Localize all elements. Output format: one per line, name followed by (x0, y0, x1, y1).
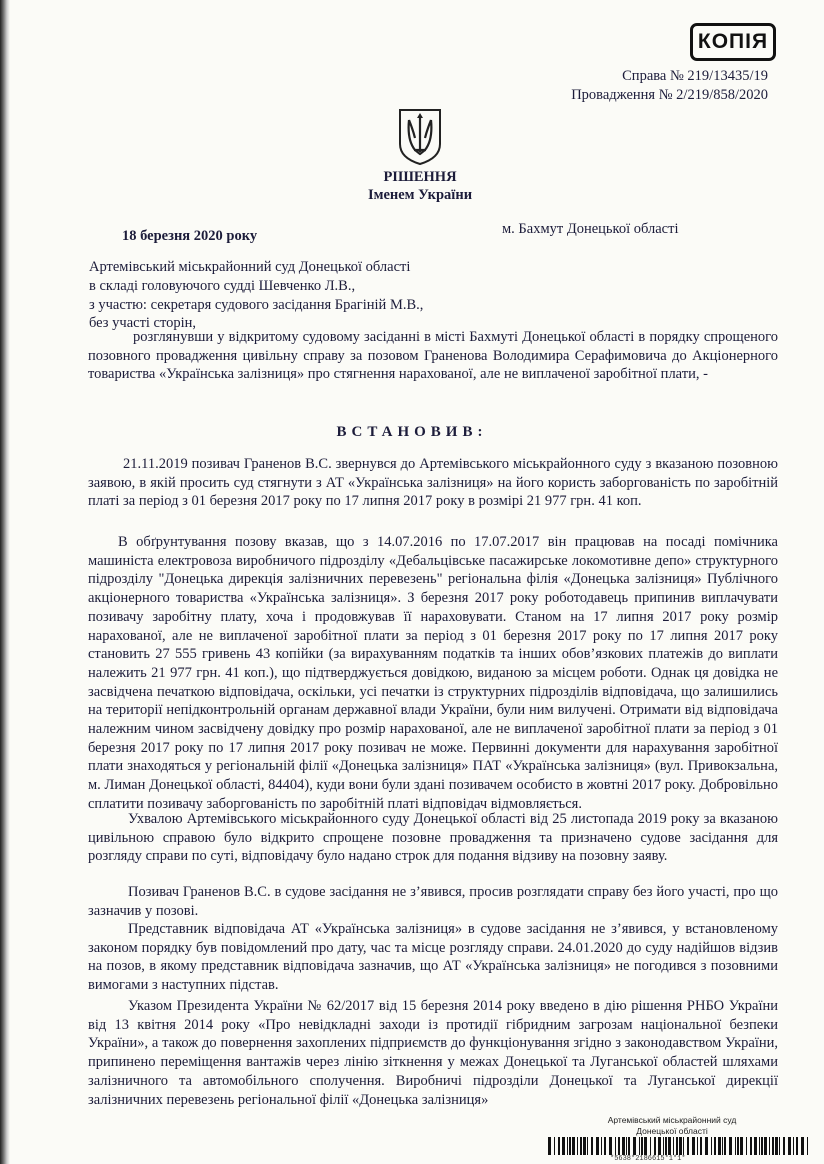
body-paragraph: 21.11.2019 позивач Граненов В.С. звернувся до Артемівського міськрайонного суду з вказаною позовною заявою, в якій просить суд стягнути з АТ «Українська залізниця» на його користь заборгованість по заробітній платі за період з 01 березня 2017 року по 17 липня 2017 року в розмірі 21 977 грн. 41 коп. (88, 456, 778, 510)
footer-court-region: Донецької області (636, 1126, 708, 1136)
body-paragraph: В обґрунтування позову вказав, що з 14.07.2016 по 17.07.2017 він працював на посаді помічника машиніста електровоза виробничого підрозділу «Дебальцівське пасажирське локомотивне депо» структурного підрозділу "Донецька дирекція залізничних перевезень" регіональна філія «Донецька залізниця» Публічного акціонерного товариства «Українська залізниця». З березня 2017 року роботодавець припинив виплачувати позивачу заробітну плату, хоча і продовжував її нараховувати. Станом на 17 липня 2017 року розмір нарахованої, але не виплаченої заробітної плати за період з 01 березня 2017 року по 17 липня 2017 року становить 27 555 гривень 43 копійки (за вирахуванням податків та інших обов’язкових платежів до виплати належить 21 977 грн. 41 коп.), що підтверджується довідкою, виданою за місцем роботи. Однак ця довідка не засвідчена печаткою відповідача, оскільки, усі печатки із структурних підрозділів відповідача, що залишились на території непідконтрольній органам державної влади України, були ним вилучені. Отримати від відповідача належним чином засвідчену довідку про розмір нарахованої, але не виплаченої заробітної плати за період з 01 березня 2017 року по 17 липня 2017 року позивач не може. Первинні документи для нарахування заробітної плати знаходяться у регіональній філії «Донецька залізниця» ПАТ «Українська залізниця» (вул. Привокзальна, м. Лиман Донецької області, 84404), куди вони були здані позивачем особисто в жовтні 2017 року. Добровільно сплатити позивачу заборгованість по заробітній платі відповідач відмовляється. (88, 534, 778, 812)
body-paragraph: Ухвалою Артемівського міськрайонного суду Донецької області від 25 листопада 2019 року за вказаною цивільною справою було відкрито спрощене позовне провадження та призначено судове засідання для розгляду справи по суті, відповідачу було надано строк для подання відзиву на позовну заяву. (88, 811, 778, 865)
footer-court-name: Артемівський міськрайонний суд (607, 1115, 737, 1125)
decision-title: РІШЕННЯ (383, 169, 457, 185)
decision-date: 18 березня 2020 року (122, 228, 258, 244)
decision-city: м. Бахмут Донецької області (502, 221, 679, 237)
intro-line: Артемівський міськрайонний суд Донецької області (89, 259, 411, 275)
trident-emblem-icon (397, 106, 443, 166)
body-paragraph: Указом Президента України № 62/2017 від 15 березня 2014 року введено в дію рішення РНБО України від 13 квітня 2014 року «Про невідкладні заходи із протидії гібридним загрозам національної безпеки України», а також до повернення захоплених підприємств до функціонування згідно з законодавством України, припинено переміщення вантажів через лінію зіткнення у межах Донецької та Луганської областей шляхами залізничного та автомобільного сполучення. Виробничі підрозділи Донецької та Луганської дирекції залізничних перевезень регіональної філії «Донецька залізниця» (88, 998, 778, 1108)
section-heading: ВСТАНОВИВ: (336, 424, 488, 440)
intro-line: з участю: секретаря судового засідання Брагіній М.В., (89, 297, 424, 313)
body-paragraph: Позивач Граненов В.С. в судове засідання не з’явився, просив розглядати справу без його участі, про що зазначив у позові. (88, 884, 778, 919)
body-paragraph: Представник відповідача АТ «Українська залізниця» в судове засідання не з’явився, у встановленому законом порядку був повідомлений про дату, час та місце розгляду справи. 24.01.2020 до суду надійшов відзив на позов, в якому представник відповідача зазначив, що АТ «Українська залізниця» не погодився з позовними вимогами з наступних підстав. (88, 921, 778, 994)
case-number: Справа № 219/13435/19 (622, 68, 768, 84)
barcode-icon (548, 1137, 810, 1155)
proceeding-number: Провадження № 2/219/858/2020 (571, 87, 768, 103)
decision-subtitle: Іменем України (367, 187, 473, 203)
copy-stamp: КОПІЯ (690, 23, 776, 61)
considered-paragraph: розглянувши у відкритому судовому засіданні в місті Бахмуті Донецької області в порядку спрощеного позовного провадження цивільну справу за позовом Граненова Володимира Серафимовича до Акціонерного товариства «Українська залізниця» про стягнення нарахованої, але не виплаченої заробітної плати, - (88, 329, 778, 383)
footer-court (597, 1115, 747, 1137)
intro-line: без участі сторін, (89, 315, 197, 331)
intro-line: в складі головуючого судді Шевченко Л.В., (89, 278, 356, 294)
barcode-text: *5638*2186615*1*1* (610, 1155, 686, 1163)
